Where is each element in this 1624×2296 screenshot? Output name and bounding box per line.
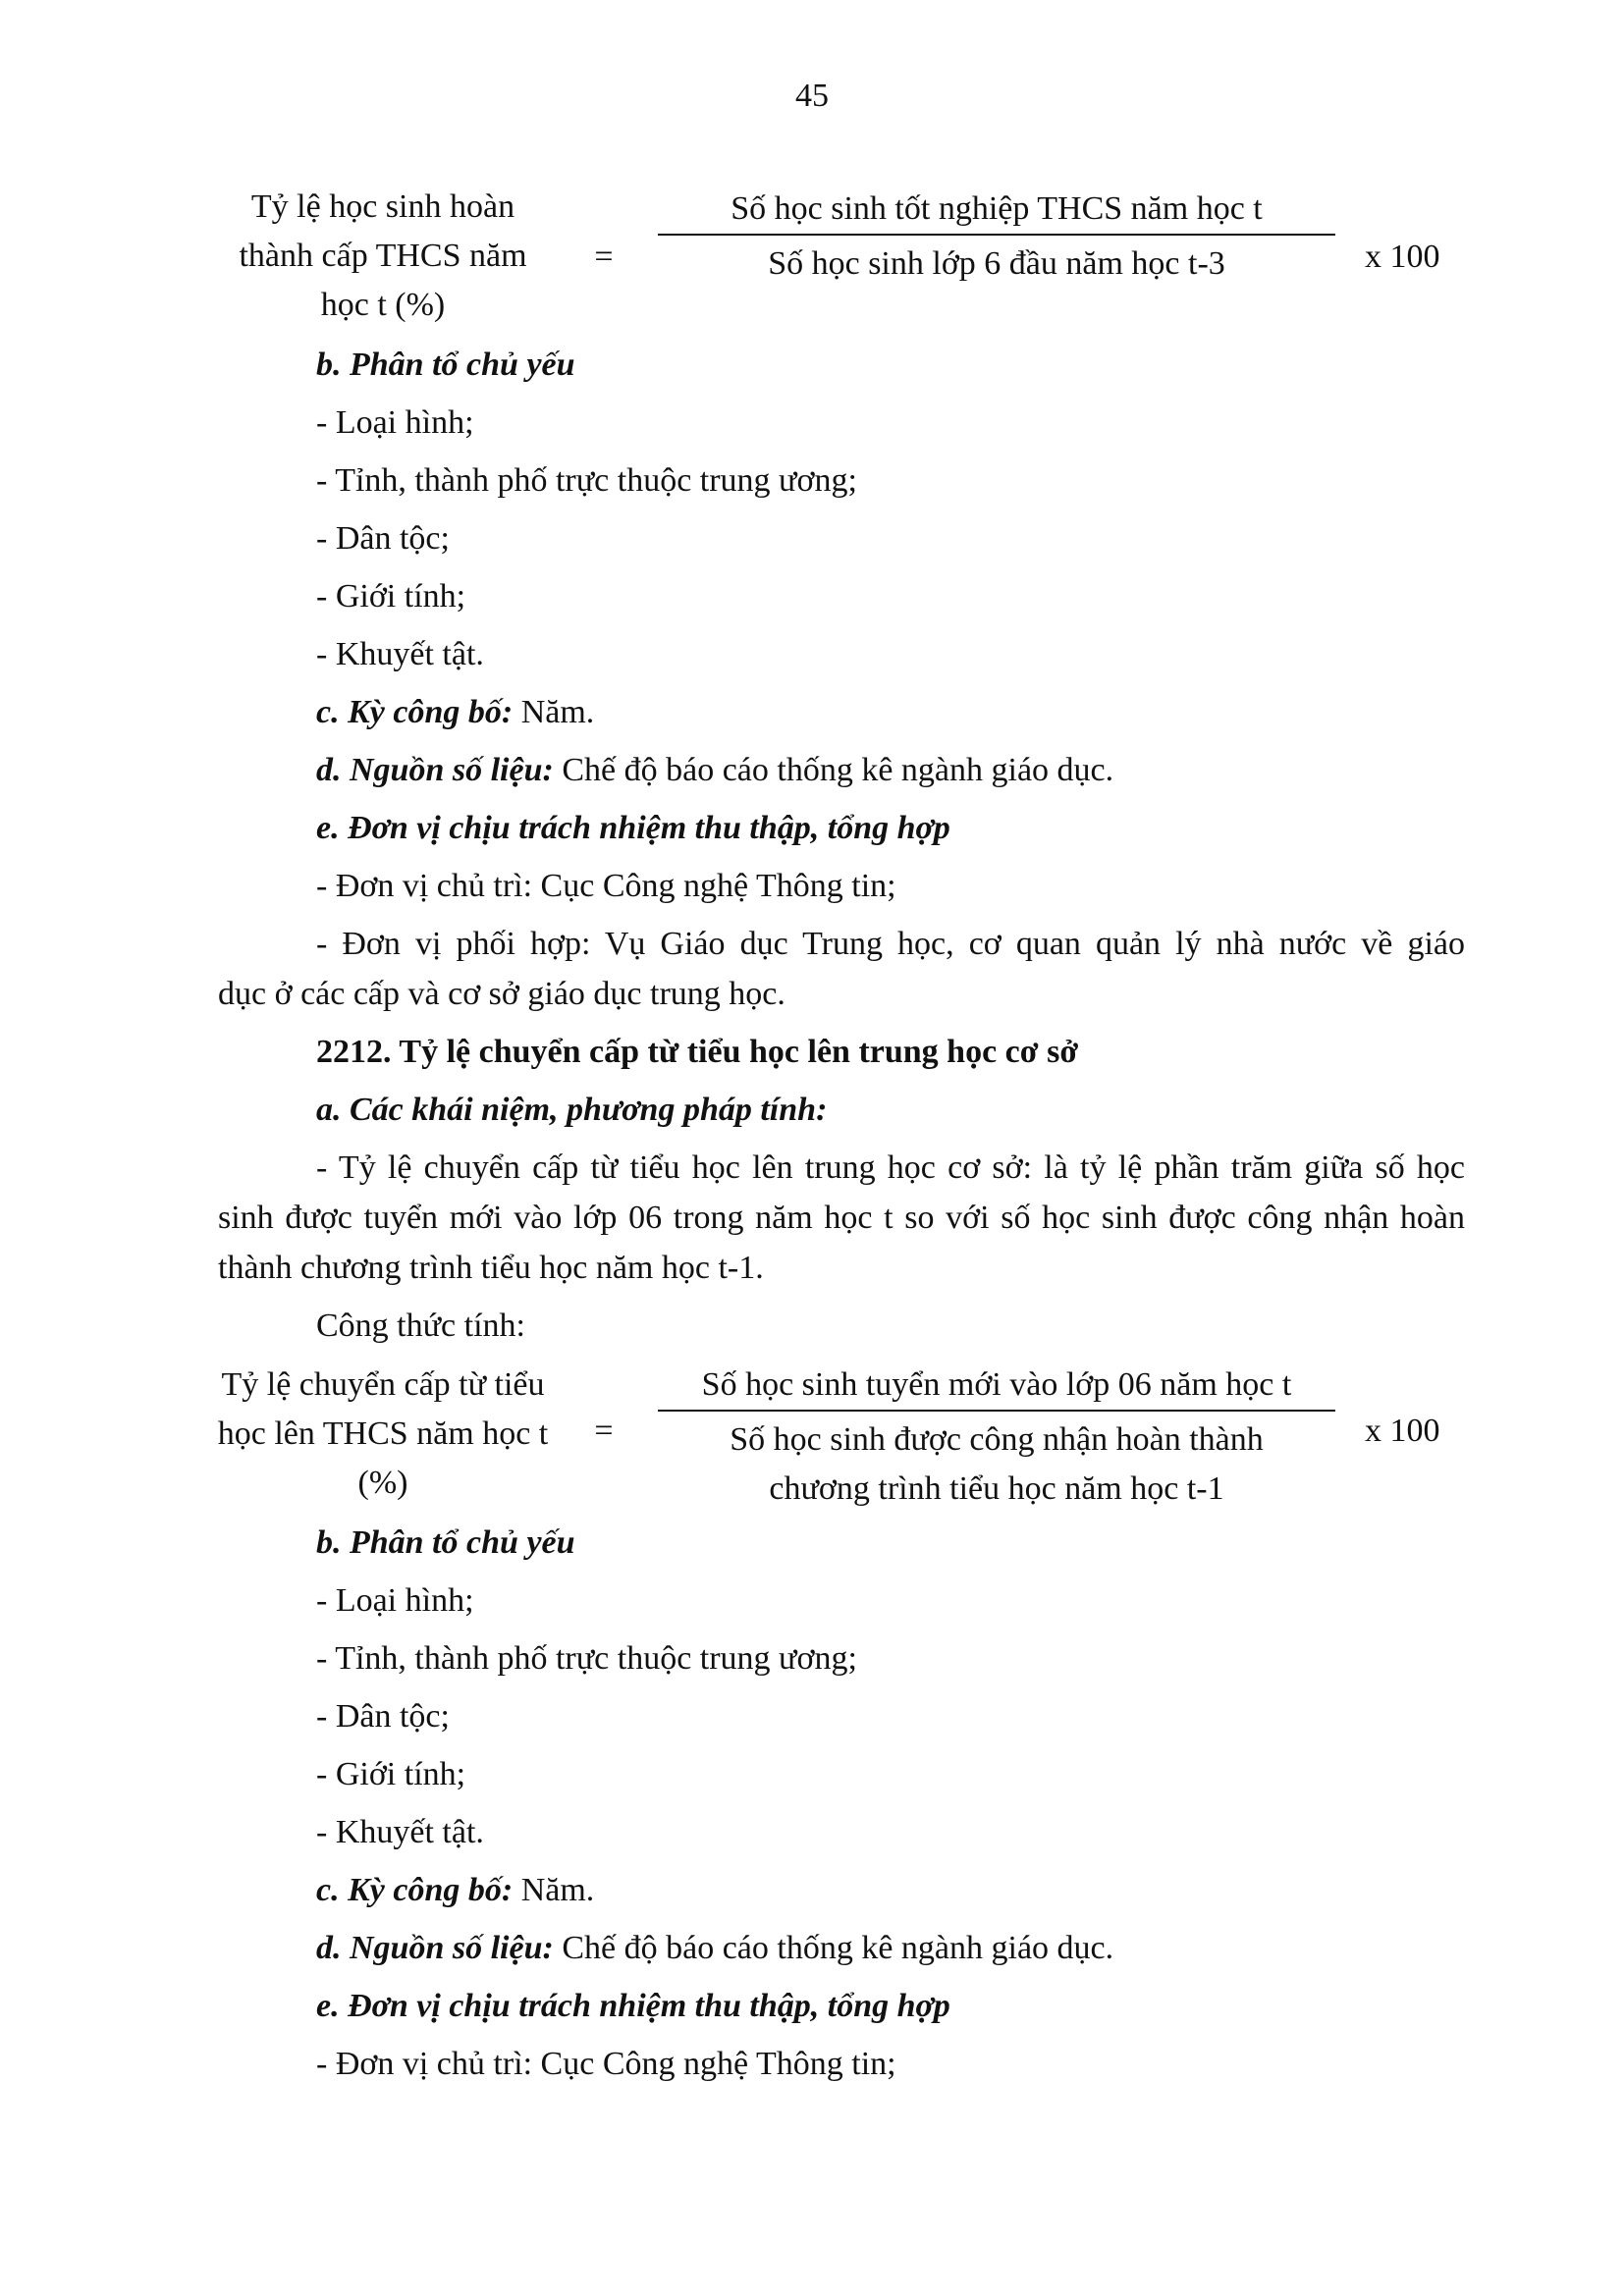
list-item: - Loại hình; <box>316 1582 474 1619</box>
denominator: Số học sinh được công nhận hoàn thành <box>730 1421 1264 1458</box>
formula-lhs-line: Tỷ lệ học sinh hoàn <box>250 188 515 225</box>
formula-lhs-line: học lên THCS năm học t <box>217 1415 549 1452</box>
formula-lhs-line: (%) <box>357 1465 408 1501</box>
list-item: - Dân tộc; <box>316 1698 450 1735</box>
field-value: Chế độ báo cáo thống kê ngành giáo dục. <box>553 752 1114 788</box>
section-heading: b. Phân tổ chủ yếu <box>316 347 575 383</box>
formula-lhs-line: học t (%) <box>320 287 446 323</box>
formula-transition-rate <box>0 1361 1624 1508</box>
multiplier: x 100 <box>1365 239 1440 275</box>
section-heading: e. Đơn vị chịu trách nhiệm thu thập, tổng hợp <box>316 1988 950 2024</box>
list-item: - Tỉnh, thành phố trực thuộc trung ương; <box>316 1640 857 1677</box>
list-item: - Khuyết tật. <box>316 1814 484 1850</box>
publication-period <box>316 1871 594 1910</box>
page-number: 45 <box>795 78 829 114</box>
equals-sign: = <box>594 1413 614 1449</box>
field-label: c. Kỳ công bố: <box>316 694 514 730</box>
section-heading: b. Phân tổ chủ yếu <box>316 1524 575 1561</box>
list-item: - Tỉnh, thành phố trực thuộc trung ương; <box>316 462 857 499</box>
denominator: chương trình tiểu học năm học t-1 <box>769 1470 1224 1507</box>
list-item: - Giới tính; <box>316 578 466 614</box>
list-item: - Đơn vị chủ trì: Cục Công nghệ Thông tin; <box>316 2046 896 2082</box>
paragraph-line: dục ở các cấp và cơ sở giáo dục trung học. <box>218 976 785 1012</box>
list-item: - Dân tộc; <box>316 520 450 557</box>
multiplier: x 100 <box>1365 1413 1440 1449</box>
data-source <box>316 751 1113 790</box>
paragraph-line: sinh được tuyển mới vào lớp 06 trong năm học t so với số học sinh được công nhận hoàn <box>218 1200 1465 1236</box>
data-source <box>316 1929 1113 1968</box>
fraction <box>658 185 1335 289</box>
formula-lhs-line: thành cấp THCS năm <box>239 238 527 274</box>
paragraph-line: - Đơn vị phối hợp: Vụ Giáo dục Trung học, cơ quan quản lý nhà nước về giáo <box>316 926 1465 962</box>
field-value: Năm. <box>513 1872 595 1908</box>
fraction <box>658 1361 1335 1514</box>
list-item: - Loại hình; <box>316 404 474 441</box>
paragraph-line: - Tỷ lệ chuyển cấp từ tiểu học lên trung học cơ sở: là tỷ lệ phần trăm giữa số học <box>316 1149 1465 1186</box>
numerator: Số học sinh tuyển mới vào lớp 06 năm học t <box>658 1361 1335 1412</box>
field-value: Chế độ báo cáo thống kê ngành giáo dục. <box>553 1930 1114 1966</box>
formula-lhs-line: Tỷ lệ chuyển cấp từ tiểu <box>221 1366 545 1403</box>
equals-sign: = <box>594 239 614 275</box>
list-item: - Giới tính; <box>316 1756 466 1792</box>
field-label: d. Nguồn số liệu: <box>316 752 554 788</box>
field-label: d. Nguồn số liệu: <box>316 1930 554 1966</box>
field-value: Năm. <box>513 694 595 730</box>
list-item: - Khuyết tật. <box>316 636 484 672</box>
section-title: 2212. Tỷ lệ chuyển cấp từ tiểu học lên trung học cơ sở <box>316 1034 1079 1070</box>
section-heading: a. Các khái niệm, phương pháp tính: <box>316 1092 828 1128</box>
formula-lhs <box>196 183 569 330</box>
denominator: Số học sinh lớp 6 đầu năm học t-3 <box>768 245 1225 282</box>
section-heading: e. Đơn vị chịu trách nhiệm thu thập, tổng hợp <box>316 810 950 846</box>
field-label: c. Kỳ công bố: <box>316 1872 514 1908</box>
paragraph-line: thành chương trình tiểu học năm học t-1. <box>218 1250 764 1286</box>
numerator: Số học sinh tốt nghiệp THCS năm học t <box>658 185 1335 236</box>
formula-completion-rate <box>0 183 1624 330</box>
list-item: - Đơn vị chủ trì: Cục Công nghệ Thông tin; <box>316 868 896 904</box>
formula-lhs <box>196 1361 569 1508</box>
formula-label: Công thức tính: <box>316 1308 525 1344</box>
publication-period <box>316 693 594 732</box>
